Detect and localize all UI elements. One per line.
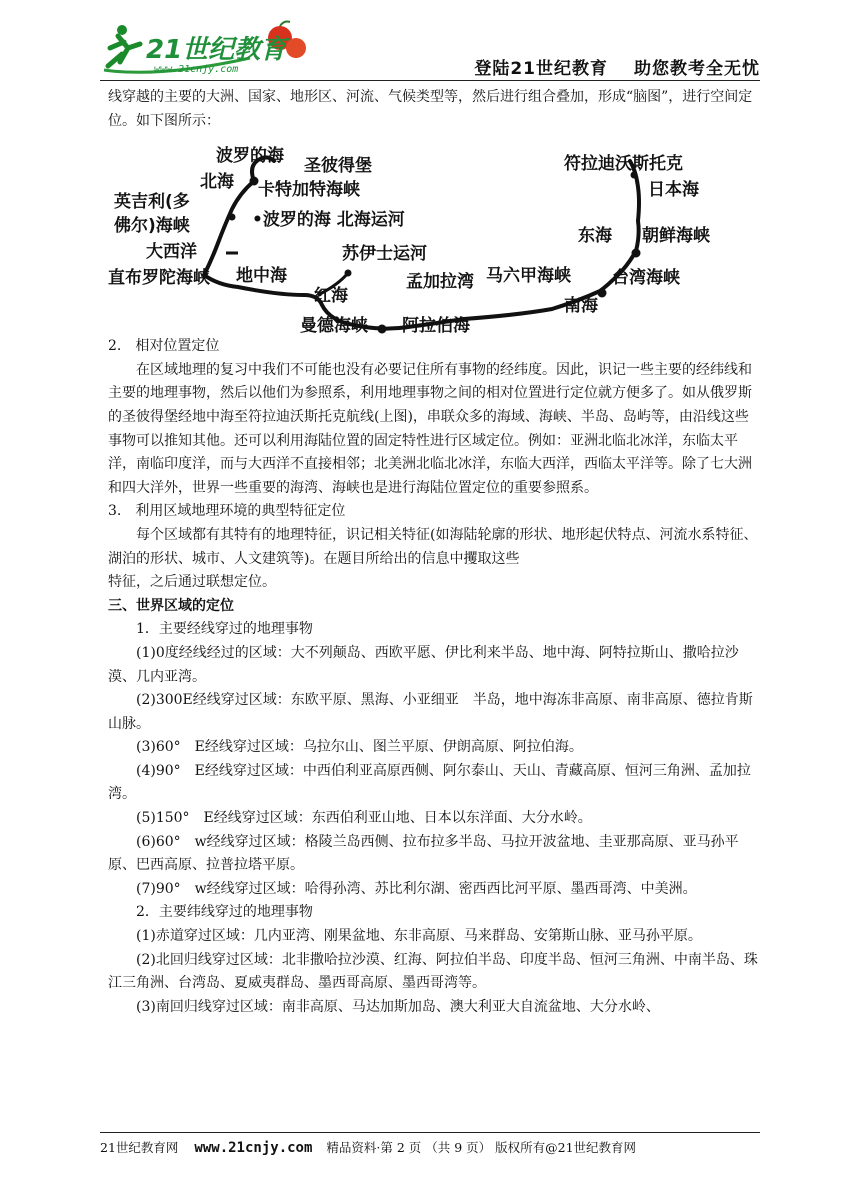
part3-sub2: 2．主要纬线穿过的地理事物 <box>136 904 313 921</box>
section2-body: 在区域地理的复习中我们不可能也没有必要记住所有事物的经纬度。因此，识记一些主要的经纬线和主要的地理事物，然后以他们为参照系，利用地理事物之间的相对位置进行定位就方便多了。如从俄罗斯的圣彼得堡经地中海至符拉迪沃斯托克航线(上图)，串联众多的海域、海峡、半岛、岛屿等，由沿线这些事物可以推知其他。还可以利用海陆位置的固定特性进行区域定位。例如：亚洲北临北冰洋，东临太平洋，南临印度洋，而与大西洋不直接相邻；北美洲北临北冰洋，东临大西洋，西临太平洋等。除了七大洲和四大洋外，世界一些重要的海湾、海峡也是进行海陆位置定位的重要参照系。 <box>108 361 752 496</box>
label-hong-hai: 红海 <box>314 286 348 307</box>
intro-text: 线穿越的主要的大洲、国家、地形区、河流、气候类型等，然后进行组合叠加，形成“脑图”，进行空间定位。如下图所示： <box>108 89 753 129</box>
lat-item: (1)赤道穿过区域：几内亚湾、刚果盆地、东非高原、马来群岛、安第斯山脉、亚马孙平原。 <box>136 928 702 945</box>
label-suyishi: 苏伊士运河 <box>342 244 427 265</box>
label-kate-jiate: 卡特加特海峡 <box>258 180 360 201</box>
label-boluo-hai: 波罗的海 <box>216 146 284 167</box>
route-point <box>632 249 641 258</box>
lon-item: (5)150° E经线穿过区域：东西伯利亚山地、日本以东洋面、大分水岭。 <box>136 810 592 827</box>
section3-title: 3. 利用区域地理环境的典型特征定位 <box>108 503 346 520</box>
lat-item: (2)北回归线穿过区域：北非撒哈拉沙漠、红海、阿拉伯半岛、印度半岛、恒河三角洲、中南半岛、珠江三角洲、台湾岛、夏威夷群岛、墨西哥高原、墨西哥湾等。 <box>108 951 758 992</box>
label-taiwan: 台湾海峡 <box>612 268 680 289</box>
label-dong-hai: 东海 <box>578 226 612 247</box>
lat-item: (3)南回归线穿过区域：南非高原、马达加斯加岛、澳大利亚大自流盆地、大分水岭、 <box>136 998 660 1015</box>
part3-sub1: 1．主要经线穿过的地理事物 <box>136 621 313 638</box>
label-nan-hai: 南海 <box>564 296 598 317</box>
label-chaoxian: 朝鲜海峡 <box>642 226 710 247</box>
footer-url[interactable]: www.21cnjy.com <box>194 1140 313 1156</box>
route-point <box>378 325 387 334</box>
label-zhibuluotuo: 直布罗陀海峡 <box>108 268 210 289</box>
page-header <box>100 18 760 82</box>
label-bei-hai: 北海 <box>200 172 234 193</box>
logo <box>100 18 320 80</box>
lon-item: (4)90° E经线穿过区域：中西伯利亚高原西侧、阿尔泰山、天山、青藏高原、恒河三角洲、孟加拉湾。 <box>108 762 751 803</box>
section3-body-2: 特征，之后通过联想定位。 <box>108 574 276 591</box>
label-maliujia: 马六甲海峡 <box>486 266 571 287</box>
footer-site: 21世纪教育网 <box>100 1140 179 1155</box>
footer-info: 精品资料·第 2 页 （共 9 页） 版权所有@21世纪教育网 <box>326 1140 637 1155</box>
label-da-xiyang: 大西洋 <box>146 242 197 263</box>
label-boluo-hai-canal: •波罗的海 北海运河 <box>252 210 405 231</box>
label-yingjili-2: 佛尔)海峡 <box>114 216 190 237</box>
lon-item: (1)0度经线经过的区域：大不列颠岛、西欧平愿、伊比利来半岛、地中海、阿特拉斯山、撒哈拉沙漠、几内亚湾。 <box>108 644 739 685</box>
logo-text: 21世纪教育 <box>146 35 287 65</box>
part3-heading: 三、世界区域的定位 <box>108 597 234 614</box>
lon-item: (3)60° E经线穿过区域：乌拉尔山、图兰平原、伊朗高原、阿拉伯海。 <box>136 739 583 756</box>
label-yingjili-1: 英吉利(多 <box>114 192 190 213</box>
label-riben-hai: 日本海 <box>648 180 699 201</box>
route-point <box>229 214 236 221</box>
route-point <box>345 270 352 277</box>
header-slogan <box>448 54 760 79</box>
label-sheng-bide-bao: 圣彼得堡 <box>304 156 372 177</box>
label-mande: 曼德海峡 <box>300 316 368 336</box>
logo-url: www.21cnjy.com <box>154 64 239 75</box>
label-fula: 符拉迪沃斯托克 <box>564 154 683 175</box>
section3-body-1: 每个区域都有其特有的地理特征，识记相关特征(如海陆轮廓的形状、地形起伏特点、河流水系特征、湖泊的形状、城市、人文建筑等)。在题目所给出的信息中攫取这些 <box>108 526 758 567</box>
slogan-2: 助您教考全无忧 <box>634 59 760 79</box>
lon-item: (2)300E经线穿过区域：东欧平原、黑海、小亚细亚 半岛，地中海冻非高原、南非高原、德拉肯斯山脉。 <box>108 692 753 732</box>
section2-title: 2. 相对位置定位 <box>108 338 220 355</box>
route-point <box>598 289 607 298</box>
lon-item: (6)60° w经线穿过区域：格陵兰岛西侧、拉布拉多半岛、马拉开波盆地、圭亚那高原、亚马孙平原、巴西高原、拉普拉塔平原。 <box>108 833 739 874</box>
lon-item: (7)90° w经线穿过区域：哈得孙湾、苏比利尔湖、密西西比河平原、墨西哥湾、中美洲。 <box>136 880 697 897</box>
slogan-1: 登陆21世纪教育 <box>474 59 608 79</box>
route-map <box>108 135 760 335</box>
page-footer <box>100 1132 760 1156</box>
label-di-zhonghai: 地中海 <box>236 266 287 287</box>
label-alabo: 阿拉伯海 <box>402 316 470 336</box>
header-rule <box>100 80 760 81</box>
label-mengjiala: 孟加拉湾 <box>406 272 474 293</box>
document-body <box>108 86 760 1019</box>
